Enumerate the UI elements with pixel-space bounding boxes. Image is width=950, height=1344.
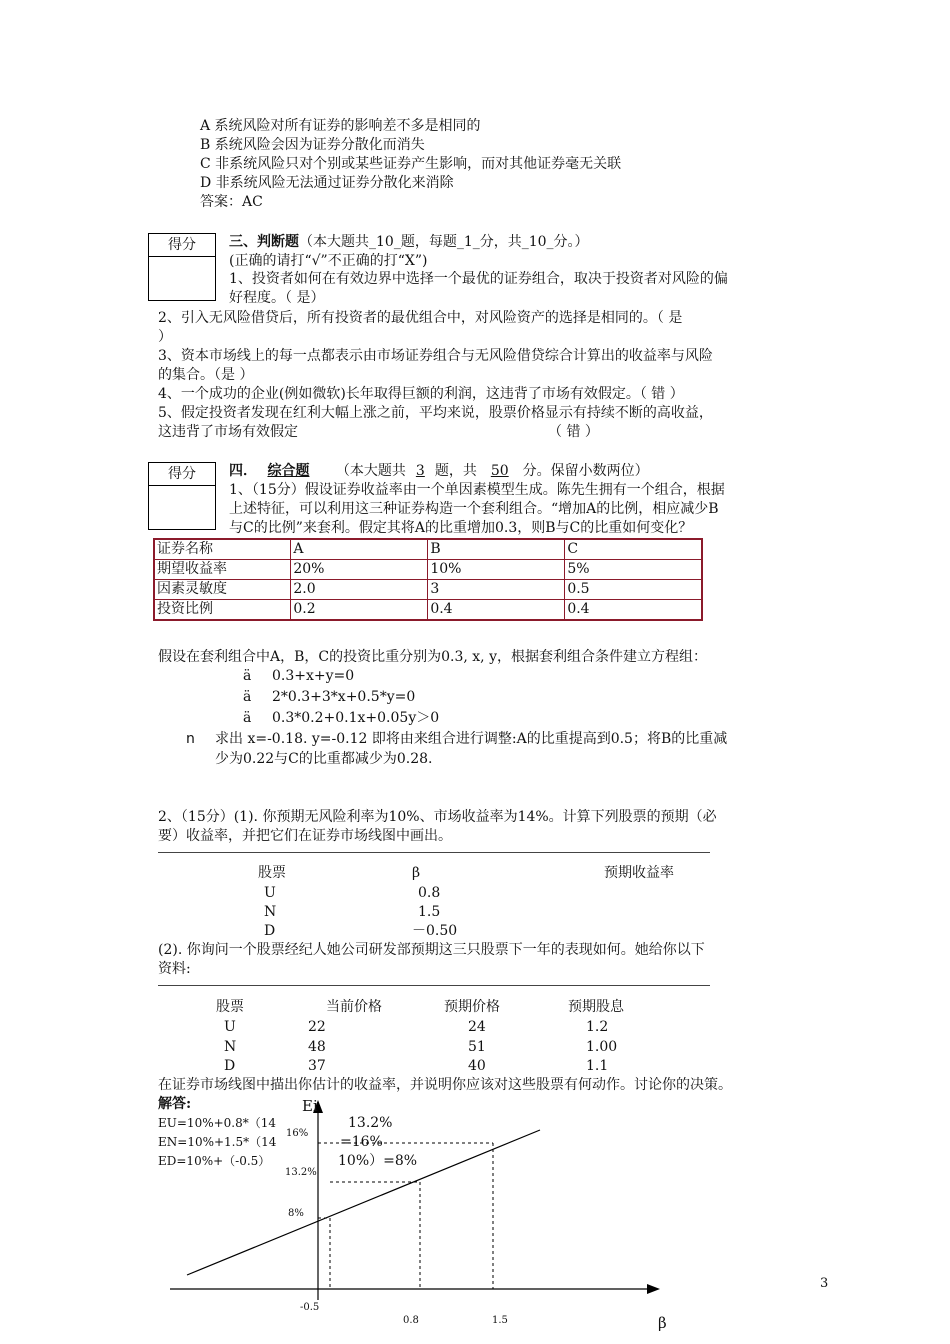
t2-d-dividend: 1.1 — [586, 1058, 609, 1074]
tick-132: 13.2% — [285, 1167, 317, 1178]
q2-part2-line2: 资料: — [158, 961, 191, 977]
t2-head-current: 当前价格 — [326, 999, 382, 1015]
section3-title: 三、判断题 — [229, 234, 299, 250]
ed-formula: ED=10%+（-0.5） — [158, 1154, 271, 1168]
sml-line — [187, 1130, 540, 1275]
q2-part3: 在证券市场线图中描出你估计的收益率，并说明你应该对这些股票有何动作。讨论你的决策。 — [158, 1077, 732, 1093]
q2-part2-line1: (2). 你询问一个股票经纪人她公司研发部预期这三只股票下一年的表现如何。她给你以下 — [158, 942, 705, 958]
eq1-bullet: ä — [243, 668, 252, 684]
t1-row-d-beta: －0.50 — [412, 923, 458, 939]
section4-desc-a: （本大题共 — [335, 463, 406, 479]
judge-q5-line1: 5、假定投资者发现在红利大幅上涨之前，平均来说，股票价格显示有持续不断的高收益， — [158, 405, 713, 421]
judge-q5-line2: 这违背了市场有效假定 — [158, 424, 298, 440]
answer-line: 答案：AC — [200, 194, 263, 210]
t2-n-current: 48 — [308, 1039, 326, 1055]
equation-1: 0.3+x+y=0 — [272, 668, 355, 684]
table-cell: 0.4 — [428, 600, 565, 621]
en-result: =16% — [340, 1134, 383, 1150]
t2-n-expected: 51 — [468, 1039, 486, 1055]
t2-head-dividend: 预期股息 — [568, 999, 624, 1015]
tick-8: 8% — [288, 1208, 304, 1219]
section4-count: 3 — [415, 463, 425, 479]
t2-u-expected: 24 — [468, 1019, 486, 1035]
t2-head-stock: 股票 — [216, 999, 244, 1015]
table-cell: 投资比例 — [154, 600, 291, 621]
t1-head-stock: 股票 — [258, 865, 286, 881]
table-cell: A — [291, 539, 428, 560]
y-axis-label: Ei — [302, 1097, 318, 1115]
section4-total: 50 — [490, 463, 509, 479]
result-bullet: n — [186, 731, 195, 747]
t1-row-n-stock: N — [264, 904, 277, 920]
t2-u-stock: U — [224, 1019, 236, 1035]
table-cell: 20% — [291, 560, 428, 580]
t2-d-stock: D — [224, 1058, 236, 1074]
q2-part1-line2: 要）收益率，并把它们在证券市场线图中画出。 — [158, 828, 452, 844]
table-cell: B — [428, 539, 565, 560]
section3-instruction: (正确的请打“√”不正确的打“X”) — [229, 253, 428, 269]
x-tick-08: 0.8 — [403, 1315, 419, 1326]
table-cell: 期望收益率 — [154, 560, 291, 580]
section4-desc-b: 题，共 — [434, 463, 477, 479]
t1-row-u-stock: U — [264, 885, 276, 901]
judge-q1-line1: 1、投资者如何在有效边界中选择一个最优的证券组合，取决于投资者对风险的偏 — [229, 271, 728, 287]
eu-formula: EU=10%+0.8*（14 — [158, 1116, 277, 1130]
synth-q1-line1: 1、（15分）假设证券收益率由一个单因素模型生成。陈先生拥有一个组合，根据 — [229, 482, 725, 498]
answer-label: 解答: — [158, 1096, 192, 1112]
option-a: A 系统风险对所有证券的影响差不多是相同的 — [200, 118, 481, 134]
table-cell: 0.2 — [291, 600, 428, 621]
judge-q1-line2: 好程度。（ 是） — [229, 290, 325, 306]
judge-q2-line2: ） — [158, 329, 172, 345]
t2-n-dividend: 1.00 — [586, 1039, 618, 1055]
table-cell: 3 — [428, 580, 565, 600]
eq3-bullet: ä — [243, 710, 252, 726]
x-tick-15: 1.5 — [492, 1315, 508, 1326]
table-cell: C — [565, 539, 702, 560]
t1-row-u-beta: 0.8 — [418, 885, 441, 901]
t1-row-n-beta: 1.5 — [418, 904, 441, 920]
score-box-label: 得分 — [149, 463, 215, 486]
eu-result: 13.2% — [348, 1115, 393, 1131]
t1-row-d-stock: D — [264, 923, 276, 939]
t2-u-dividend: 1.2 — [586, 1019, 609, 1035]
en-formula: EN=10%+1.5*（14 — [158, 1135, 277, 1149]
judge-q3-line2: 的集合。（是 ） — [158, 367, 254, 383]
equation-2: 2*0.3+3*x+0.5*y=0 — [272, 689, 416, 705]
t2-d-current: 37 — [308, 1058, 326, 1074]
x-axis-label: β — [658, 1314, 667, 1332]
table-cell: 因素灵敏度 — [154, 580, 291, 600]
score-box-label: 得分 — [149, 234, 215, 257]
section3-desc: （本大题共_10_题，每题_1_分，共_10_分。） — [299, 234, 589, 250]
section4-desc-c: 分。保留小数两位） — [522, 463, 649, 479]
tick-16: 16% — [286, 1128, 309, 1139]
judge-q2-line1: 2、引入无风险借贷后，所有投资者的最优组合中，对风险资产的选择是相同的。（ 是 — [158, 310, 683, 326]
solution1-intro: 假设在套利组合中A，B，C的投资比重分别为0.3, x, y，根据套利组合条件建立方程组： — [158, 649, 707, 665]
table-cell: 0.4 — [565, 600, 702, 621]
table-cell: 证券名称 — [154, 539, 291, 560]
section4-title: 综合题 — [267, 463, 310, 479]
ed-result: 10%）=8% — [338, 1153, 418, 1169]
t2-n-stock: N — [224, 1039, 237, 1055]
table-cell: 10% — [428, 560, 565, 580]
eq2-bullet: ä — [243, 689, 252, 705]
option-b: B 系统风险会因为证券分散化而消失 — [200, 137, 425, 153]
table-cell: 0.5 — [565, 580, 702, 600]
t2-head-expected: 预期价格 — [444, 999, 500, 1015]
section4-num: 四． — [229, 463, 257, 479]
option-c: C 非系统风险只对个别或某些证券产生影响，而对其他证券毫无关联 — [200, 156, 622, 172]
synth-q1-line3: 与C的比例”来套利。假定其将A的比重增加0.3，则B与C的比重如何变化？ — [229, 520, 693, 536]
t1-head-beta: β — [412, 865, 421, 881]
judge-q3-line1: 3、资本市场线上的每一点都表示由市场证券组合与无风险借贷综合计算出的收益率与风险 — [158, 348, 713, 364]
equation-3: 0.3*0.2+0.1x+0.05y＞0 — [272, 710, 440, 726]
solution1-result-line1: 求出 x=-0.18. y=-0.12 即将由来组合进行调整:A的比重提高到0.5；将B的比重减 — [215, 731, 728, 747]
t2-u-current: 22 — [308, 1019, 326, 1035]
solution1-result-line2: 少为0.22与C的比重都减少为0.28. — [215, 751, 433, 767]
synth-q1-line2: 上述特征，可以利用这三种证券构造一个套利组合。“增加A的比例，相应减少B — [229, 501, 719, 517]
q2-part1-line1: 2、（15分）(1). 你预期无风险利率为10%、市场收益率为14%。计算下列股票的预期（必 — [158, 809, 717, 825]
t2-d-expected: 40 — [468, 1058, 486, 1074]
table-cell: 5% — [565, 560, 702, 580]
page-number: 3 — [820, 1276, 829, 1291]
t1-head-return: 预期收益率 — [604, 865, 674, 881]
judge-q5-answer: （ 错 ） — [548, 424, 599, 440]
judge-q4: 4、一个成功的企业(例如微软)长年取得巨额的利润，这违背了市场有效假定。（ 错 ） — [158, 386, 684, 402]
x-axis-arrow — [647, 1284, 660, 1294]
x-tick-neg05: -0.5 — [300, 1302, 320, 1313]
table-cell: 2.0 — [291, 580, 428, 600]
option-d: D 非系统风险无法通过证券分散化来消除 — [200, 175, 454, 191]
